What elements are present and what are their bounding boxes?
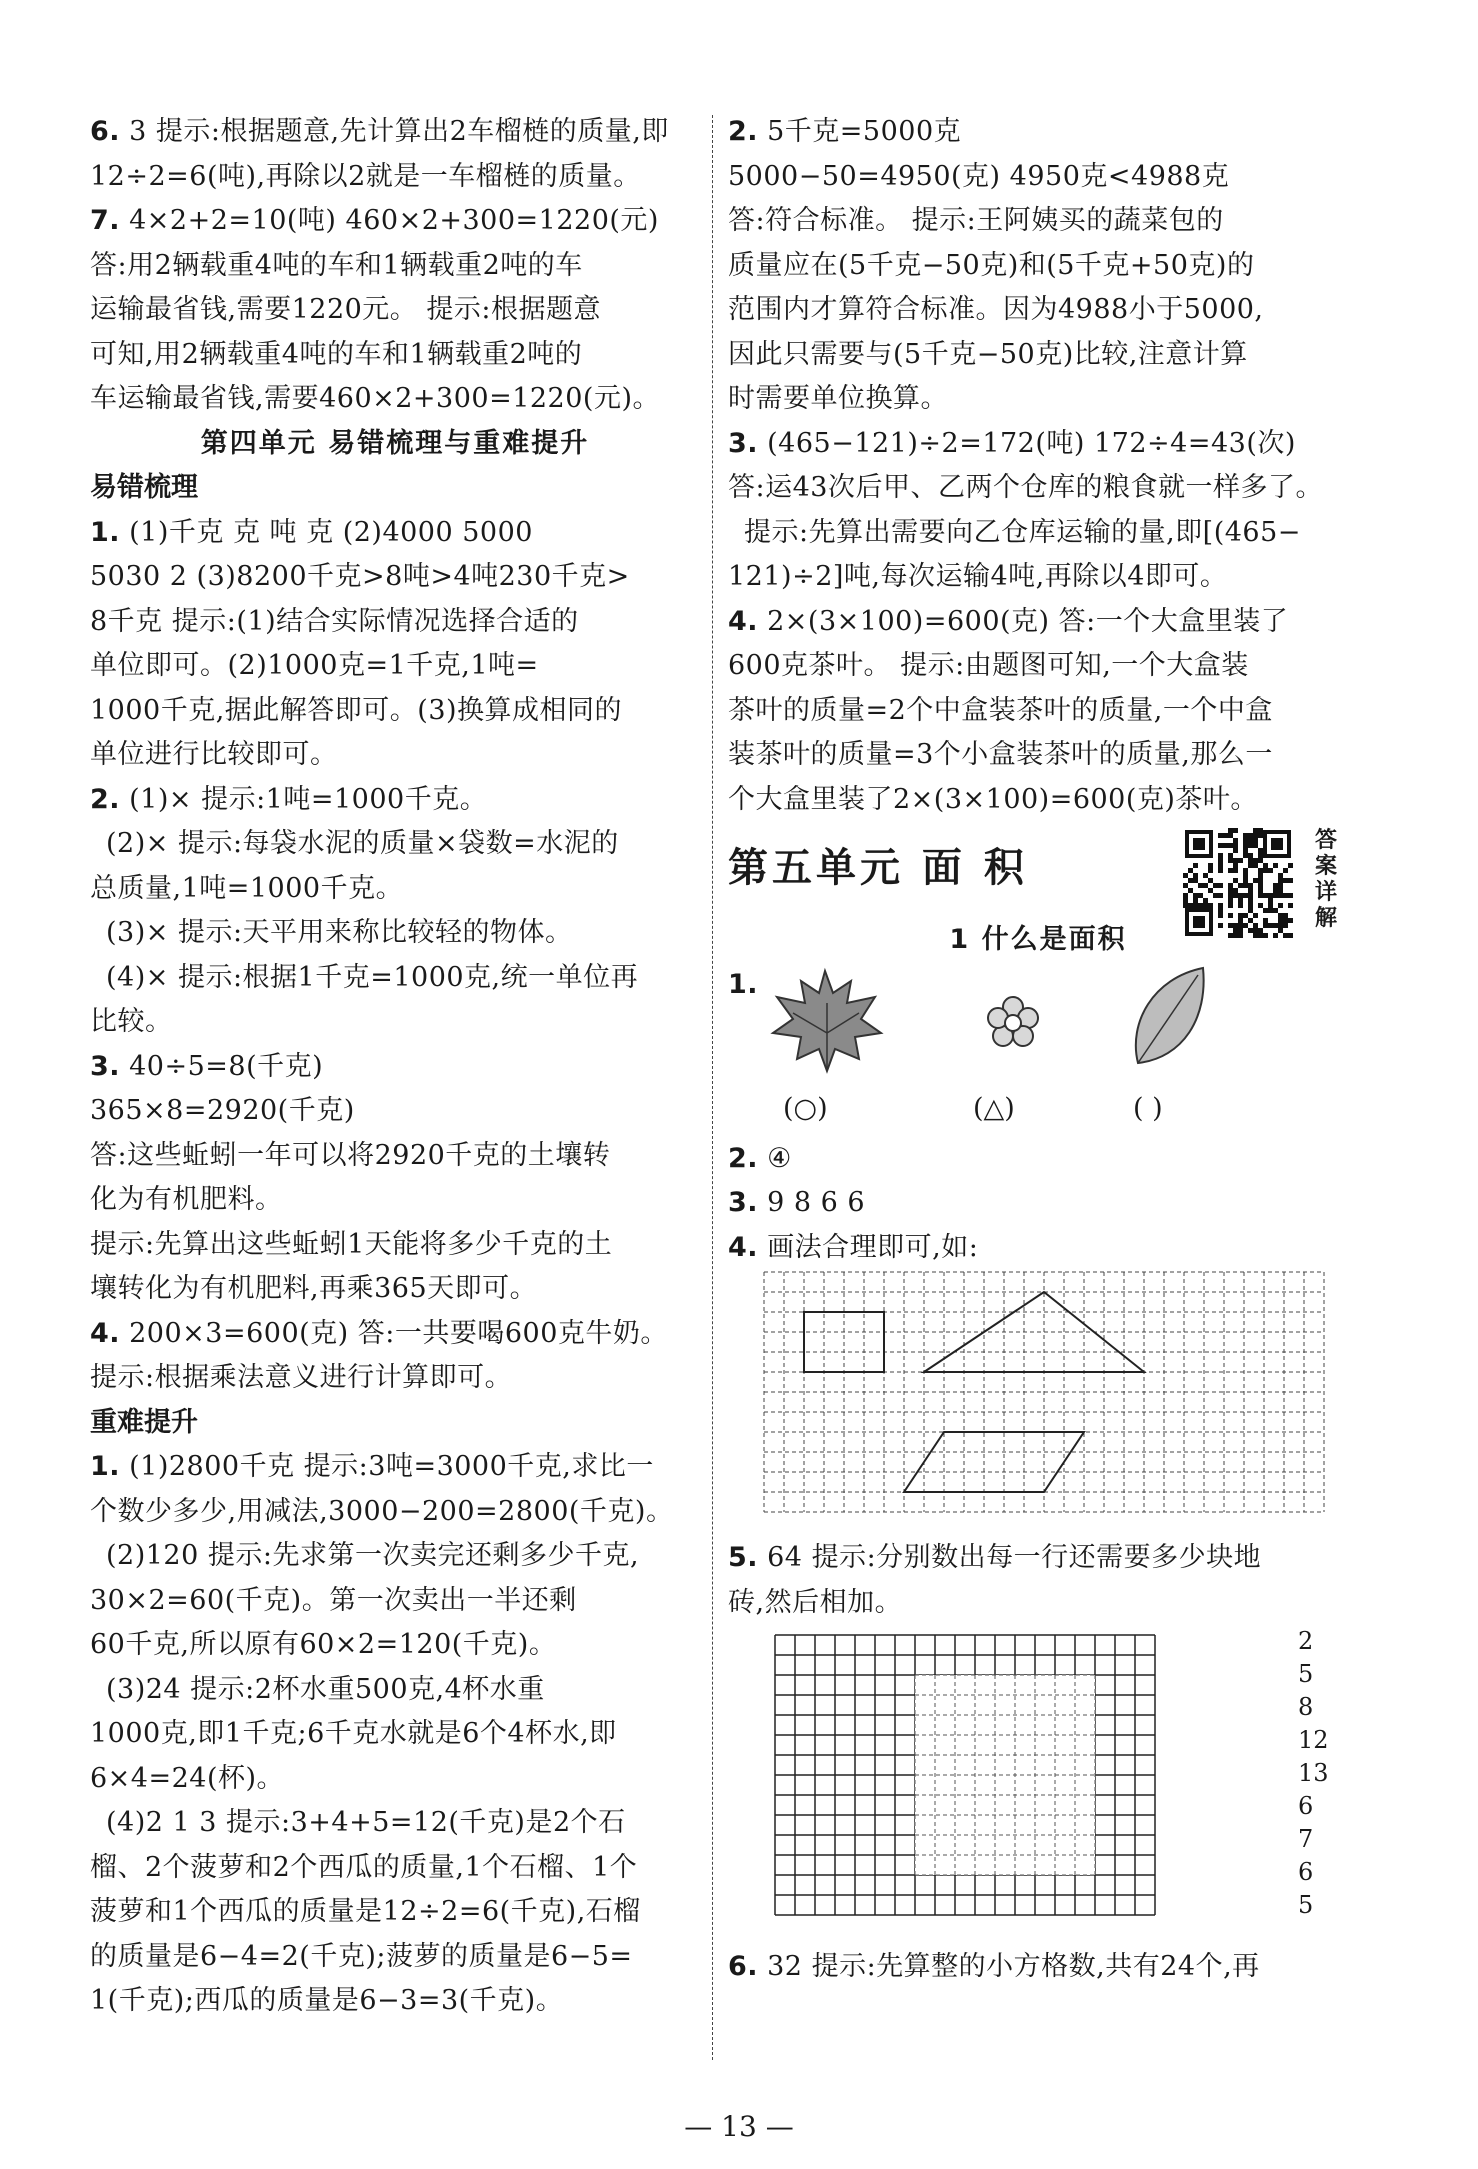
answer-text: (1)千克 克 吨 克 (2)4000 5000 bbox=[120, 516, 533, 548]
tile-grid bbox=[773, 1633, 1173, 1933]
answer-text: (1)× 提示:1吨=1000千克。 bbox=[120, 783, 488, 815]
answer-line bbox=[90, 689, 700, 734]
answer-line bbox=[90, 1267, 700, 1312]
answer-line bbox=[90, 1223, 700, 1268]
answer-line bbox=[90, 1579, 700, 1624]
answer-line bbox=[728, 644, 1348, 689]
answer-line bbox=[90, 1045, 700, 1090]
answer-text: 装茶叶的质量=3个小盒装茶叶的质量,那么一 bbox=[728, 739, 1273, 770]
answer-line bbox=[728, 689, 1348, 734]
q5-line: 5. 64 提示:分别数出每一行还需要多少块地 bbox=[728, 1542, 1262, 1573]
answer-text: (2)× 提示:每袋水泥的质量×袋数=水泥的 bbox=[106, 828, 619, 859]
unit4-heading: 第四单元 易错梳理与重难提升 bbox=[200, 427, 590, 459]
answer-line bbox=[728, 422, 1348, 467]
answer-line bbox=[90, 1134, 700, 1179]
answer-text: 运输最省钱,需要1220元。 提示:根据题意 bbox=[90, 294, 601, 325]
answer-line bbox=[90, 377, 700, 422]
answer-line bbox=[90, 1445, 700, 1490]
answer-text: 答:符合标准。 提示:王阿姨买的蔬菜包的 bbox=[728, 205, 1224, 236]
answer-text: (4)× 提示:根据1千克=1000克,统一单位再 bbox=[106, 961, 639, 993]
unit5-title bbox=[728, 828, 1348, 931]
answer-text: 壤转化为有机肥料,再乘365天即可。 bbox=[90, 1273, 538, 1304]
answer-text: 2×(3×100)=600(克) 答:一个大盒里装了 bbox=[758, 605, 1289, 637]
answer-line bbox=[90, 778, 700, 823]
answer-line bbox=[90, 1623, 700, 1668]
answer-line bbox=[728, 288, 1348, 333]
lesson-title: 1 什么是面积 bbox=[949, 924, 1127, 955]
answer-text: 单位进行比较即可。 bbox=[90, 739, 338, 770]
row-count: 8 bbox=[1298, 1693, 1314, 1721]
answer-line bbox=[90, 110, 700, 155]
q5-line-2: 砖,然后相加。 bbox=[728, 1586, 903, 1618]
answer-text: 12÷2=6(吨),再除以2就是一车榴梿的质量。 bbox=[90, 160, 641, 192]
answer-text: 5030 2 (3)8200千克>8吨>4吨230千克> bbox=[90, 561, 630, 592]
answer-line bbox=[90, 1534, 700, 1579]
answer-line bbox=[90, 199, 700, 244]
answer-text: 5千克=5000克 bbox=[758, 116, 962, 147]
answer-line bbox=[90, 1935, 700, 1980]
answer-line bbox=[90, 555, 700, 600]
answer-text: (4)2 1 3 提示:3+4+5=12(千克)是2个石 bbox=[106, 1807, 626, 1838]
answer-text: 茶叶的质量=2个中盒装茶叶的质量,一个中盒 bbox=[728, 694, 1273, 726]
answer-line bbox=[728, 244, 1348, 289]
answer-line bbox=[90, 1490, 700, 1535]
left-answers-block-3 bbox=[90, 1445, 700, 2024]
answer-text: 1000千克,据此解答即可。(3)换算成相同的 bbox=[90, 694, 623, 726]
answer-line bbox=[90, 1757, 700, 1802]
answer-text: 时需要单位换算。 bbox=[728, 383, 948, 414]
q1-mark-3: ( ) bbox=[1133, 1092, 1163, 1124]
answer-text: 范围内才算符合标准。因为4988小于5000, bbox=[728, 294, 1264, 325]
page-number: — 13 — bbox=[684, 2110, 794, 2143]
answer-text: 60千克,所以原有60×2=120(千克)。 bbox=[90, 1629, 557, 1660]
question-number: 4. bbox=[728, 605, 759, 637]
q3-line: 3. 9 8 6 6 bbox=[728, 1187, 866, 1218]
answer-line bbox=[90, 1312, 700, 1357]
answer-text: 40÷5=8(千克) bbox=[120, 1050, 324, 1082]
answer-text: 5000−50=4950(克) 4950克<4988克 bbox=[728, 160, 1230, 192]
answer-line bbox=[90, 956, 700, 1001]
answer-text: 菠萝和1个西瓜的质量是12÷2=6(千克),石榴 bbox=[90, 1896, 641, 1927]
answer-line bbox=[90, 600, 700, 645]
row-count: 5 bbox=[1298, 1660, 1314, 1688]
question-number: 7. bbox=[90, 205, 121, 236]
answer-text: (3)× 提示:天平用来称比较轻的物体。 bbox=[106, 917, 573, 948]
q1-number: 1. bbox=[728, 968, 759, 1000]
answer-line bbox=[728, 733, 1348, 778]
section-heading-errors: 易错梳理 bbox=[90, 472, 198, 503]
q4-line: 4. 画法合理即可,如: bbox=[728, 1231, 979, 1263]
question-number: 2. bbox=[728, 116, 759, 147]
right-column bbox=[728, 110, 1348, 1990]
q6-line: 6. 32 提示:先算整的小方格数,共有24个,再 bbox=[728, 1951, 1260, 1982]
answer-text: (465−121)÷2=172(吨) 172÷4=43(次) bbox=[758, 427, 1296, 459]
left-answers-block-2 bbox=[90, 511, 700, 1401]
answer-text: 榴、2个菠萝和2个西瓜的质量,1个石榴、1个 bbox=[90, 1851, 638, 1883]
section-heading-advanced: 重难提升 bbox=[90, 1406, 198, 1438]
question-number: 1. bbox=[90, 1451, 121, 1482]
row-count: 13 bbox=[1298, 1759, 1329, 1787]
answer-line bbox=[728, 155, 1348, 200]
answer-line bbox=[728, 600, 1348, 645]
answer-text: (1)2800千克 提示:3吨=3000千克,求比一 bbox=[120, 1451, 654, 1482]
left-answers-block-1 bbox=[90, 110, 700, 422]
question-number: 4. bbox=[90, 1317, 121, 1349]
answer-text: 提示:根据乘法意义进行计算即可。 bbox=[90, 1362, 513, 1393]
answer-text: 600克茶叶。 提示:由题图可知,一个大盒装 bbox=[728, 650, 1249, 681]
row-count-labels bbox=[1298, 1625, 1329, 1922]
answer-text: 可知,用2辆载重4吨的车和1辆载重2吨的 bbox=[90, 338, 583, 370]
answer-text: 3 提示:根据题意,先计算出2车榴梿的质量,即 bbox=[120, 116, 669, 147]
answer-text: (3)24 提示:2杯水重500克,4杯水重 bbox=[106, 1673, 545, 1705]
answer-line bbox=[728, 199, 1348, 244]
unit5-title-text: 第五单元 面 积 bbox=[728, 845, 1028, 891]
answer-text: 30×2=60(千克)。第一次卖出一半还剩 bbox=[90, 1584, 577, 1616]
answer-text: 365×8=2920(千克) bbox=[90, 1095, 355, 1126]
answer-text: 个大盒里装了2×(3×100)=600(克)茶叶。 bbox=[728, 783, 1258, 815]
answer-line bbox=[90, 733, 700, 778]
q1-figures bbox=[728, 963, 1348, 1093]
answer-text: 6×4=24(杯)。 bbox=[90, 1762, 285, 1794]
leaf-icon bbox=[1128, 963, 1208, 1073]
right-answers-block-1 bbox=[728, 110, 1348, 822]
answer-line bbox=[728, 555, 1348, 600]
answer-line bbox=[90, 244, 700, 289]
question-number: 3. bbox=[90, 1050, 121, 1082]
tile-grid-figure bbox=[728, 1625, 1348, 1945]
row-count: 6 bbox=[1298, 1792, 1314, 1820]
answer-line bbox=[728, 511, 1348, 556]
answer-line bbox=[90, 1356, 700, 1401]
answer-text: 提示:先算出需要向乙仓库运输的量,即[(465− bbox=[744, 516, 1301, 548]
answer-line bbox=[90, 511, 700, 556]
answer-text: 1(千克);西瓜的质量是6−3=3(千克)。 bbox=[90, 1985, 564, 2016]
answer-text: 4×2+2=10(吨) 460×2+300=1220(元) bbox=[120, 205, 659, 236]
answer-text: 1000克,即1千克;6千克水就是6个4杯水,即 bbox=[90, 1718, 617, 1749]
left-column bbox=[90, 110, 700, 2024]
answer-line bbox=[90, 1979, 700, 2024]
answer-text: 的质量是6−4=2(千克);菠萝的质量是6−5= bbox=[90, 1940, 633, 1972]
q1-answer-marks bbox=[728, 1093, 1348, 1137]
answer-line bbox=[90, 1846, 700, 1891]
maple-leaf-icon bbox=[763, 963, 888, 1083]
answer-text: 答:用2辆载重4吨的车和1辆载重2吨的车 bbox=[90, 249, 583, 281]
answer-line bbox=[90, 1668, 700, 1713]
answer-text: 车运输最省钱,需要460×2+300=1220(元)。 bbox=[90, 383, 660, 414]
answer-line bbox=[90, 1089, 700, 1134]
answer-text: 因此只需要与(5千克−50克)比较,注意计算 bbox=[728, 338, 1248, 370]
row-count: 2 bbox=[1298, 1627, 1314, 1655]
answer-line bbox=[90, 644, 700, 689]
answer-text: 个数少多少,用减法,3000−200=2800(千克)。 bbox=[90, 1495, 674, 1527]
answer-line bbox=[90, 333, 700, 378]
answer-text: 化为有机肥料。 bbox=[90, 1184, 283, 1215]
answer-detail-label: 答案详解 bbox=[1314, 828, 1341, 931]
answer-text: 200×3=600(克) 答:一共要喝600克牛奶。 bbox=[120, 1317, 668, 1349]
answer-text: 提示:先算出这些蚯蚓1天能将多少千克的土 bbox=[90, 1228, 613, 1260]
answer-text: 总质量,1吨=1000千克。 bbox=[90, 872, 404, 904]
row-count: 12 bbox=[1298, 1726, 1329, 1754]
answer-text: 8千克 提示:(1)结合实际情况选择合适的 bbox=[90, 605, 579, 637]
answer-line bbox=[90, 288, 700, 333]
answer-text: 答:这些蚯蚓一年可以将2920千克的土壤转 bbox=[90, 1139, 611, 1171]
row-count: 5 bbox=[1298, 1891, 1314, 1919]
answer-line bbox=[728, 333, 1348, 378]
answer-line bbox=[90, 155, 700, 200]
answer-line bbox=[90, 1178, 700, 1223]
answer-text: (2)120 提示:先求第一次卖完还剩多少千克, bbox=[106, 1540, 640, 1571]
flower-icon bbox=[983, 993, 1043, 1053]
answer-text: 比较。 bbox=[90, 1006, 173, 1037]
answer-line bbox=[90, 1801, 700, 1846]
row-count: 7 bbox=[1298, 1825, 1314, 1853]
qr-code-icon[interactable] bbox=[1183, 828, 1293, 938]
answer-line bbox=[90, 911, 700, 956]
answer-line bbox=[728, 377, 1348, 422]
answer-line bbox=[90, 822, 700, 867]
drawing-grid bbox=[762, 1270, 1342, 1530]
answer-text: 121)÷2]吨,每次运输4吨,再除以4即可。 bbox=[728, 561, 1228, 592]
answer-line bbox=[90, 1890, 700, 1935]
answer-line bbox=[90, 1000, 700, 1045]
answer-line bbox=[90, 867, 700, 912]
question-number: 1. bbox=[90, 516, 121, 548]
q2-line: 2. ④ bbox=[728, 1142, 792, 1174]
q1-mark-2: (△) bbox=[973, 1092, 1015, 1124]
answer-text: 答:运43次后甲、乙两个仓库的粮食就一样多了。 bbox=[728, 472, 1323, 503]
answer-line bbox=[90, 1712, 700, 1757]
q1-mark-1: (○) bbox=[783, 1092, 828, 1124]
column-divider bbox=[712, 115, 713, 2060]
question-number: 2. bbox=[90, 783, 121, 815]
question-number: 3. bbox=[728, 427, 759, 459]
answer-text: 单位即可。(2)1000克=1千克,1吨= bbox=[90, 650, 539, 681]
answer-line bbox=[728, 110, 1348, 155]
answer-text: 质量应在(5千克−50克)和(5千克+50克)的 bbox=[728, 249, 1255, 281]
row-count: 6 bbox=[1298, 1858, 1314, 1886]
answer-line bbox=[728, 778, 1348, 823]
answer-line bbox=[728, 466, 1348, 511]
question-number: 6. bbox=[90, 116, 121, 147]
